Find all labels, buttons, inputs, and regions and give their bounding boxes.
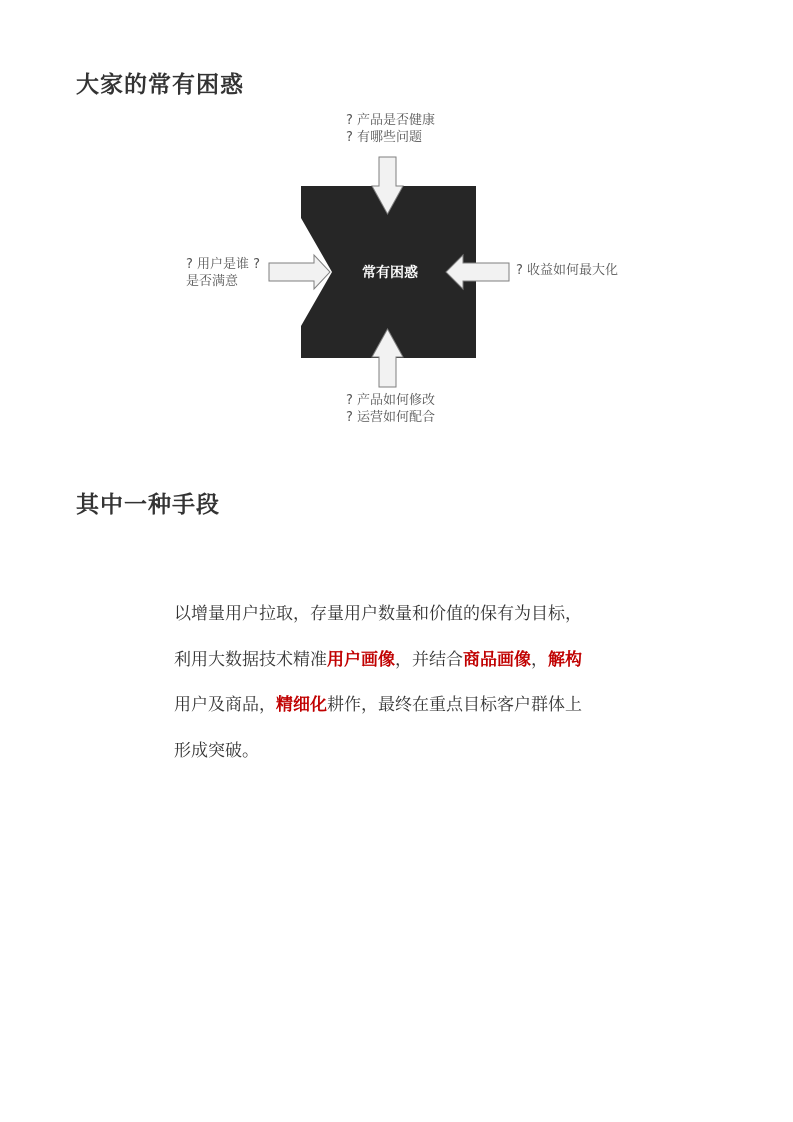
diagram-label-line: ? 有哪些问题 xyxy=(346,130,423,145)
diagram-label-line: 是否满意 xyxy=(186,274,239,289)
method-paragraph xyxy=(174,592,594,774)
diagram-label-line: ? 收益如何最大化 xyxy=(516,263,619,278)
highlight-user-profile: 用户画像 xyxy=(327,649,395,670)
diagram-label-bottom xyxy=(346,392,435,426)
diagram-label-line: ? 用户是谁 ? xyxy=(186,257,261,272)
diagram-label-right xyxy=(516,262,618,279)
highlight-product-profile: 商品画像 xyxy=(463,649,531,670)
paragraph-segment: ，并结合 xyxy=(395,649,463,670)
paragraph-segment: 以增量用户拉取，存量用户数量和价值的保有为目标，利用大数据技术精准 xyxy=(174,604,582,670)
diagram-center-label: 常有困惑 xyxy=(362,265,418,281)
diagram-label-line: ? 运营如何配合 xyxy=(346,410,436,425)
paragraph-segment: 用户及商品， xyxy=(174,695,276,715)
diagram-label-line: ? 产品如何修改 xyxy=(346,393,436,408)
confusion-diagram xyxy=(0,0,793,460)
diagram-label-line: ? 产品是否健康 xyxy=(346,113,436,128)
section-heading-common-confusions: 大家的常有困惑 xyxy=(76,72,244,98)
highlight-refined: 精细化 xyxy=(276,695,327,715)
diagram-label-top xyxy=(346,112,435,146)
highlight-deconstruct: 解构 xyxy=(548,649,582,670)
section-heading-one-method: 其中一种手段 xyxy=(76,492,220,518)
paragraph-segment: 耕作，最终在重点目标客户群体上形成突破。 xyxy=(174,695,582,761)
arrow-right-left xyxy=(269,255,330,289)
paragraph-segment: ， xyxy=(531,649,548,670)
diagram-label-left xyxy=(186,256,260,290)
